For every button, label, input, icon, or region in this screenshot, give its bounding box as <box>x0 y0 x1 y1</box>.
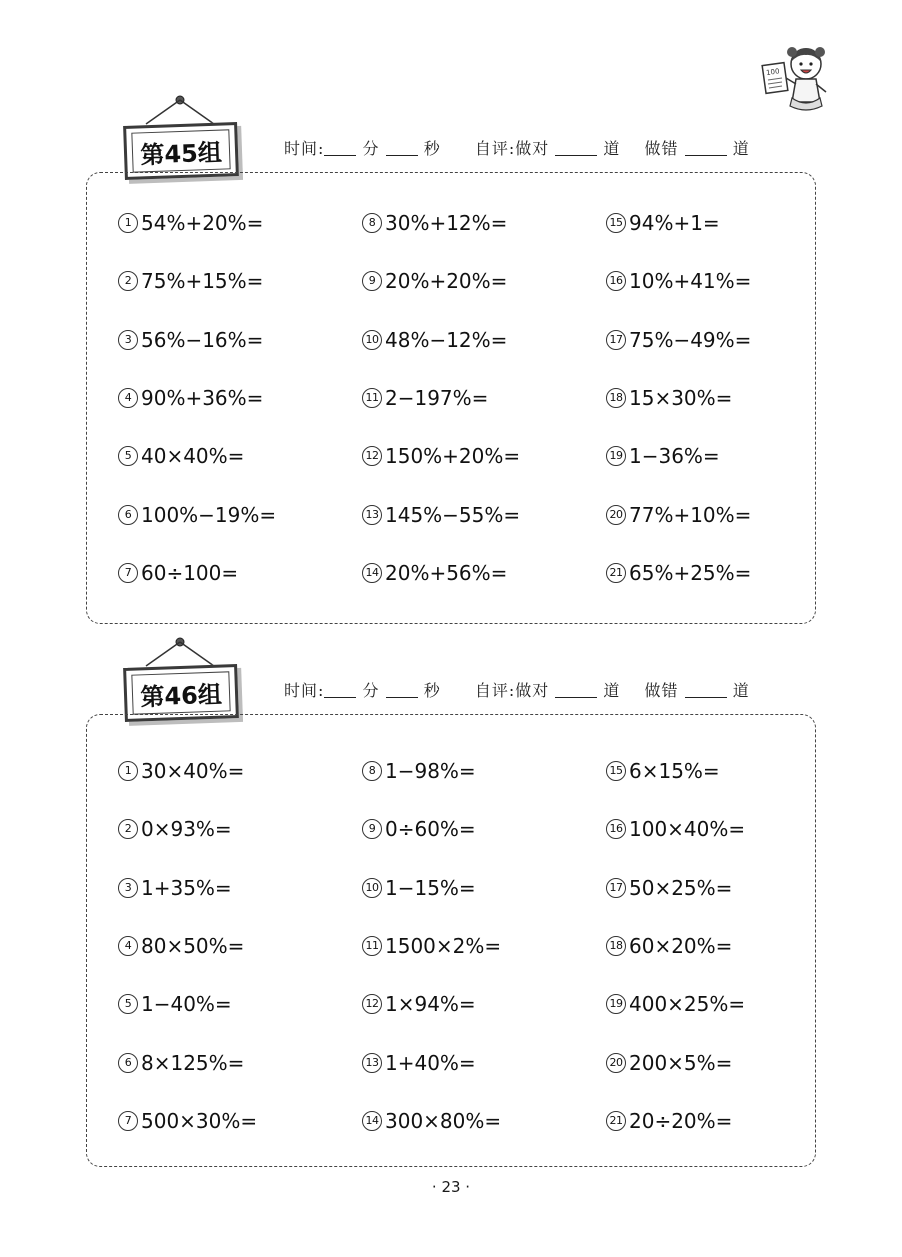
problem-item <box>362 934 501 958</box>
problem-item <box>606 992 745 1016</box>
problem-number: 11 <box>362 388 382 408</box>
problem-expression: 50×25%= <box>629 875 733 900</box>
problem-number: 12 <box>362 446 382 466</box>
page-number: · 23 · <box>431 1178 471 1196</box>
problem-item <box>606 1109 732 1133</box>
problem-number: 13 <box>362 1053 382 1073</box>
problem-item <box>362 759 476 783</box>
problem-number: 14 <box>362 1111 382 1131</box>
problem-expression: 100%−19%= <box>141 502 277 527</box>
problem-item <box>118 561 238 585</box>
problem-expression: 100×40%= <box>629 817 746 842</box>
problem-item <box>606 876 732 900</box>
problem-expression: 1−40%= <box>141 992 232 1017</box>
problem-expression: 75%−49%= <box>629 327 752 352</box>
problem-number: 4 <box>118 388 138 408</box>
problem-expression: 20%+20%= <box>385 269 508 294</box>
time-and-self-evaluation: 时间: 分 秒 自评:做对 道 做错 道 <box>284 139 750 158</box>
problem-expression: 150%+20%= <box>385 444 521 469</box>
problem-expression: 20%+56%= <box>385 560 508 585</box>
problem-number: 9 <box>362 819 382 839</box>
problem-number: 1 <box>118 761 138 781</box>
problem-expression: 1−36%= <box>629 444 720 469</box>
problem-expression: 65%+25%= <box>629 560 752 585</box>
problem-expression: 0÷60%= <box>385 817 476 842</box>
problem-number: 14 <box>362 563 382 583</box>
problem-expression: 1−15%= <box>385 875 476 900</box>
problem-item <box>362 561 507 585</box>
problem-number: 18 <box>606 936 626 956</box>
problem-number: 15 <box>606 761 626 781</box>
problem-number: 10 <box>362 878 382 898</box>
problem-expression: 40×40%= <box>141 444 245 469</box>
problem-item <box>362 992 476 1016</box>
problem-item <box>362 876 476 900</box>
group-title: 第46组 <box>131 671 230 714</box>
problem-expression: 500×30%= <box>141 1108 258 1133</box>
problem-number: 4 <box>118 936 138 956</box>
problem-number: 10 <box>362 330 382 350</box>
problem-expression: 94%+1= <box>629 211 720 235</box>
problem-expression: 6×15%= <box>629 759 720 783</box>
problem-item <box>362 1109 501 1133</box>
problem-expression: 1+40%= <box>385 1050 476 1075</box>
problem-expression: 2−197%= <box>385 385 489 410</box>
problem-item <box>606 817 745 841</box>
problem-number: 12 <box>362 994 382 1014</box>
problem-expression: 30×40%= <box>141 759 245 783</box>
problem-item <box>362 1051 476 1075</box>
problem-number: 1 <box>118 213 138 233</box>
problem-number: 18 <box>606 388 626 408</box>
problem-number: 7 <box>118 1111 138 1131</box>
problem-expression: 1×94%= <box>385 992 476 1017</box>
problem-item <box>118 934 244 958</box>
problem-number: 15 <box>606 213 626 233</box>
problem-number: 11 <box>362 936 382 956</box>
correct-count-blank[interactable] <box>555 683 597 698</box>
problem-expression: 77%+10%= <box>629 502 752 527</box>
problem-item <box>362 817 476 841</box>
problem-expression: 400×25%= <box>629 992 746 1017</box>
problem-number: 17 <box>606 878 626 898</box>
problem-expression: 56%−16%= <box>141 327 264 352</box>
problem-number: 3 <box>118 330 138 350</box>
problem-expression: 1500×2%= <box>385 933 502 958</box>
problem-expression: 300×80%= <box>385 1108 502 1133</box>
problem-expression: 60÷100= <box>141 560 239 585</box>
problem-item <box>118 503 276 527</box>
problem-number: 9 <box>362 271 382 291</box>
problem-item <box>606 561 751 585</box>
group-title: 第45组 <box>131 129 230 172</box>
problem-expression: 8×125%= <box>141 1050 245 1075</box>
minutes-blank[interactable] <box>324 683 356 698</box>
problem-number: 19 <box>606 994 626 1014</box>
problem-number: 8 <box>362 761 382 781</box>
problem-item <box>118 759 244 783</box>
problem-item <box>606 934 732 958</box>
problem-expression: 75%+15%= <box>141 269 264 294</box>
problem-number: 2 <box>118 819 138 839</box>
wrong-count-blank[interactable] <box>685 683 727 698</box>
problem-number: 16 <box>606 271 626 291</box>
problem-number: 17 <box>606 330 626 350</box>
problem-number: 20 <box>606 1053 626 1073</box>
problem-number: 5 <box>118 994 138 1014</box>
problem-expression: 200×5%= <box>629 1050 733 1075</box>
problem-number: 20 <box>606 505 626 525</box>
problem-number: 8 <box>362 213 382 233</box>
problem-expression: 0×93%= <box>141 817 232 842</box>
problem-expression: 1+35%= <box>141 875 232 900</box>
problem-expression: 10%+41%= <box>629 269 752 294</box>
time-and-self-evaluation: 时间: 分 秒 自评:做对 道 做错 道 <box>284 681 750 700</box>
problem-expression: 15×30%= <box>629 385 733 410</box>
problem-number: 5 <box>118 446 138 466</box>
problem-expression: 30%+12%= <box>385 211 508 235</box>
problem-number: 2 <box>118 271 138 291</box>
problem-item <box>118 992 232 1016</box>
problem-number: 21 <box>606 1111 626 1131</box>
problem-item <box>362 503 520 527</box>
problem-expression: 20÷20%= <box>629 1108 733 1133</box>
problem-number: 6 <box>118 505 138 525</box>
problem-item <box>118 1051 244 1075</box>
problem-expression: 1−98%= <box>385 759 476 783</box>
problem-expression: 60×20%= <box>629 933 733 958</box>
problem-number: 6 <box>118 1053 138 1073</box>
problem-item <box>118 876 232 900</box>
mascot-sheet-label: 100 <box>765 67 781 78</box>
problem-number: 21 <box>606 563 626 583</box>
problem-number: 19 <box>606 446 626 466</box>
problem-item <box>118 817 232 841</box>
problem-expression: 90%+36%= <box>141 385 264 410</box>
problem-expression: 145%−55%= <box>385 502 521 527</box>
problem-number: 7 <box>118 563 138 583</box>
problem-expression: 80×50%= <box>141 933 245 958</box>
problem-item <box>606 503 751 527</box>
problem-item <box>606 1051 732 1075</box>
problem-number: 16 <box>606 819 626 839</box>
problem-expression: 48%−12%= <box>385 327 508 352</box>
problem-item <box>118 1109 257 1133</box>
seconds-blank[interactable] <box>386 683 418 698</box>
problem-expression: 54%+20%= <box>141 211 264 235</box>
problem-number: 3 <box>118 878 138 898</box>
problem-item <box>606 759 720 783</box>
problem-number: 13 <box>362 505 382 525</box>
